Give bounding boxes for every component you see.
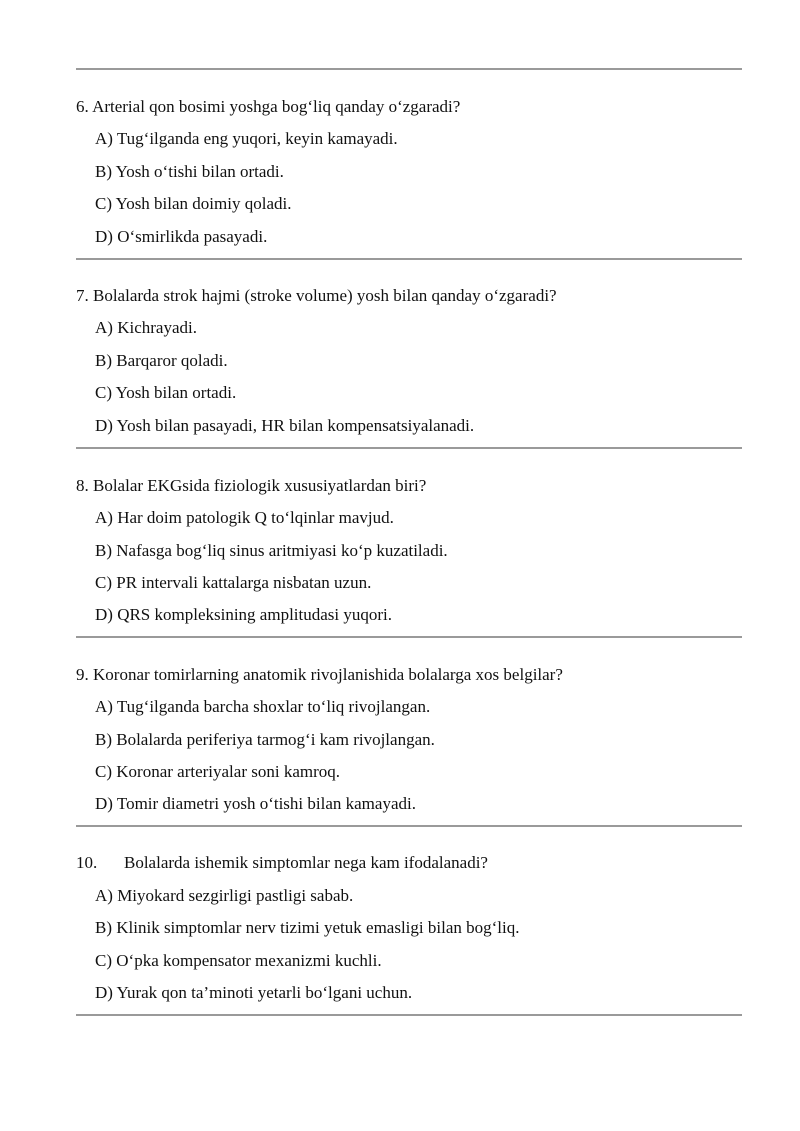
- answer-option-b: B) Klinik simptomlar nerv tizimi yetuk emasligi bilan bog‘liq.: [95, 918, 520, 937]
- divider-line: [76, 258, 742, 260]
- question-number: 9.: [76, 665, 89, 684]
- question-number: 10.: [76, 853, 98, 872]
- answer-option-d: D) QRS kompleksining amplitudasi yuqori.: [95, 605, 393, 624]
- question-stem: Koronar tomirlarning anatomik rivojlanishida bolalarga xos belgilar?: [93, 665, 563, 684]
- question-text: [76, 286, 742, 306]
- question-10: [76, 853, 742, 1002]
- question-number: 6.: [76, 97, 89, 116]
- answer-option-c: C) O‘pka kompensator mexanizmi kuchli.: [95, 951, 382, 970]
- answer-option-d: D) Yurak qon ta’minoti yetarli bo‘lgani uchun.: [95, 983, 413, 1002]
- divider-line: [76, 636, 742, 638]
- divider-line: [76, 825, 742, 827]
- answer-option-a: A) Miyokard sezgirligi pastligi sabab.: [95, 886, 354, 905]
- answer-option-c: C) Yosh bilan doimiy qoladi.: [95, 194, 292, 213]
- answer-option-d: D) O‘smirlikda pasayadi.: [95, 227, 268, 246]
- answer-option-a: A) Kichrayadi.: [95, 318, 197, 337]
- question-text: [76, 665, 742, 685]
- question-6: [76, 97, 742, 246]
- answer-option-c: C) PR intervali kattalarga nisbatan uzun.: [95, 573, 372, 592]
- question-stem: Bolalarda ishemik simptomlar nega kam ifodalanadi?: [124, 853, 488, 872]
- question-9: [76, 665, 742, 813]
- question-7: [76, 286, 742, 435]
- question-stem: Bolalarda strok hajmi (stroke volume) yosh bilan qanday o‘zgaradi?: [93, 286, 557, 305]
- answer-option-c: C) Koronar arteriyalar soni kamroq.: [95, 762, 340, 781]
- divider-line: [76, 68, 742, 70]
- answer-option-d: D) Yosh bilan pasayadi, HR bilan kompensatsiyalanadi.: [95, 416, 475, 435]
- divider-line: [76, 1014, 742, 1016]
- answer-option-b: B) Nafasga bog‘liq sinus aritmiyasi ko‘p kuzatiladi.: [95, 541, 448, 560]
- question-8: [76, 476, 742, 624]
- answer-option-b: B) Bolalarda periferiya tarmog‘i kam rivojlangan.: [95, 730, 435, 749]
- question-number: 8.: [76, 476, 89, 495]
- answer-option-c: C) Yosh bilan ortadi.: [95, 383, 237, 402]
- question-number: 7.: [76, 286, 89, 305]
- question-text: [76, 853, 742, 873]
- divider-line: [76, 447, 742, 449]
- answer-option-a: A) Har doim patologik Q to‘lqinlar mavjud.: [95, 508, 394, 527]
- answer-option-d: D) Tomir diametri yosh o‘tishi bilan kamayadi.: [95, 794, 416, 813]
- question-stem: Bolalar EKGsida fiziologik xususiyatlardan biri?: [93, 476, 427, 495]
- question-stem: Arterial qon bosimi yoshga bog‘liq qanday o‘zgaradi?: [92, 97, 461, 116]
- answer-option-a: A) Tug‘ilganda eng yuqori, keyin kamayadi.: [95, 129, 398, 148]
- answer-option-a: A) Tug‘ilganda barcha shoxlar to‘liq rivojlangan.: [95, 697, 431, 716]
- answer-option-b: B) Barqaror qoladi.: [95, 351, 228, 370]
- question-text: [76, 97, 742, 117]
- question-text: [76, 476, 742, 496]
- answer-option-b: B) Yosh o‘tishi bilan ortadi.: [95, 162, 284, 181]
